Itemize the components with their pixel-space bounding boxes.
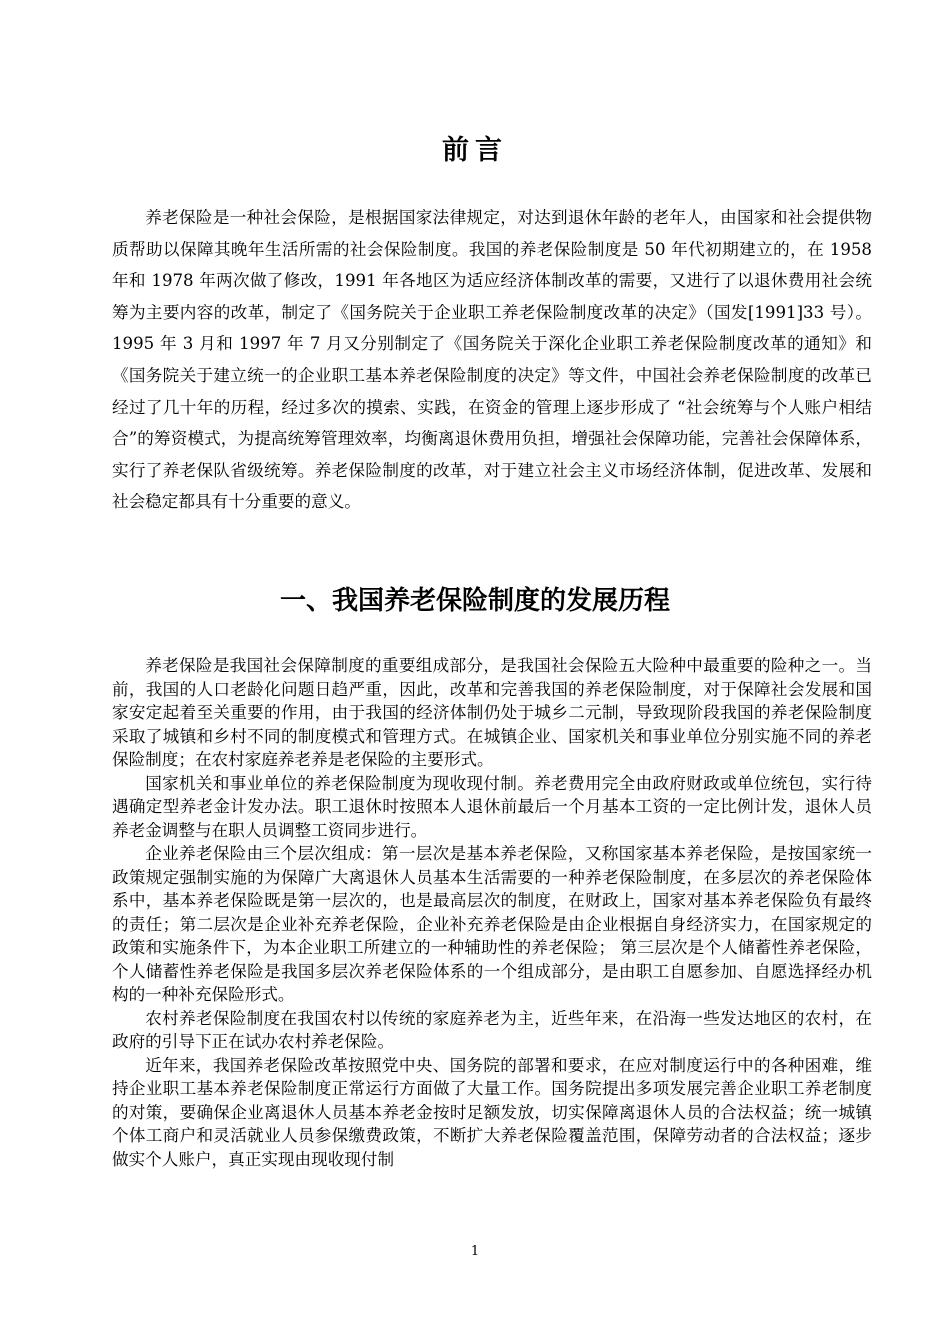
section-paragraph-3: 企业养老保险由三个层次组成：第一层次是基本养老保险，又称国家基本养老保险，是按国家统一政策规定强制实施的为保障广大离退休人员基本生活需要的一种养老保险制度，在多层次的养老保险体系中，基本养老保险既是第一层次的，也是最高层次的制度，在财政上，国家对基本养老保险负有最终的责任；第二层次是企业补充养老保险，企业补充养老保险是由企业根据自身经济实力，在国家规定的政策和实施条件下，为本企业职工所建立的一种辅助性的养老保险； 第三层次是个人储蓄性养老保险，个人储蓄性养老保险是我国多层次养老保险体系的一个组成部分，是由职工自愿参加、自愿选择经办机构的一种补充保险形式。 <box>112 844 872 1004</box>
section-body <box>112 654 872 1171</box>
page-number: 1 <box>470 1244 480 1259</box>
section-title: 一、我国养老保险制度的发展历程 <box>279 586 670 616</box>
section-paragraph-5: 近年来，我国养老保险改革按照党中央、国务院的部署和要求，在应对制度运行中的各种困难，维持企业职工基本养老保险制度正常运行方面做了大量工作。国务院提出多项发展完善企业职工养老制度的对策，要确保企业离退休人员基本养老金按时足额发放，切实保障离退休人员的合法权益；统一城镇个体工商户和灵活就业人员参保缴费政策，不断扩大养老保险覆盖范围，保障劳动者的合法权益；逐步做实个人账户，真正实现由现收现付制 <box>112 1055 872 1169</box>
section-paragraph-4: 农村养老保险制度在我国农村以传统的家庭养老为主，近些年来，在沿海一些发达地区的农村，在政府的引导下正在试办农村养老保险。 <box>112 1008 872 1051</box>
section-paragraph-2: 国家机关和事业单位的养老保险制度为现收现付制。养老费用完全由政府财政或单位统包，实行待遇确定型养老金计发办法。职工退休时按照本人退休前最后一个月基本工资的一定比例计发，退休人员养老金调整与在职人员调整工资同步进行。 <box>112 773 872 840</box>
preface-title: 前言 <box>442 135 508 166</box>
section-paragraph-1: 养老保险是我国社会保障制度的重要组成部分，是我国社会保险五大险种中最重要的险种之一。当前，我国的人口老龄化问题日趋严重，因此，改革和完善我国的养老保险制度，对于保障社会发展和国家安定起着至关重要的作用，由于我国的经济体制仍处于城乡二元制，导致现阶段我国的养老保险制度采取了城镇和乡村不同的制度模式和管理方式。在城镇企业、国家机关和事业单位分别实施不同的养老保险制度；在农村家庭养老养是老保险的主要形式。 <box>112 656 872 769</box>
preface-body <box>112 202 872 518</box>
preface-paragraph: 养老保险是一种社会保险，是根据国家法律规定，对达到退休年龄的老年人，由国家和社会提供物质帮助以保障其晚年生活所需的社会保险制度。我国的养老保险制度是 50 年代初期建立的，在 1958 年和 1978 年两次做了修改，1991 年各地区为适应经济体制改革的需要，又进行了以退休费用社会统筹为主要内容的改革，制定了《国务院关于企业职工养老保险制度改革的决定》（国发[1991]33 号）。1995 年 3 月和 1997 年 7 月又分别制定了《国务院关于深化企业职工养老保险制度改革的通知》和《国务院关于建立统一的企业职工基本养老保险制度的决定》等文件，中国社会养老保险制度的改革已经过了几十年的历程，经过多次的摸索、实践，在资金的管理上逐步形成了 “社会统筹与个人账户相结合”的筹资模式，为提高统筹管理效率，均衡离退休费用负担，增强社会保障功能，完善社会保障体系，实行了养老保队省级统筹。养老保险制度的改革，对于建立社会主义市场经济体制，促进改革、发展和社会稳定都具有十分重要的意义。 <box>112 208 872 512</box>
